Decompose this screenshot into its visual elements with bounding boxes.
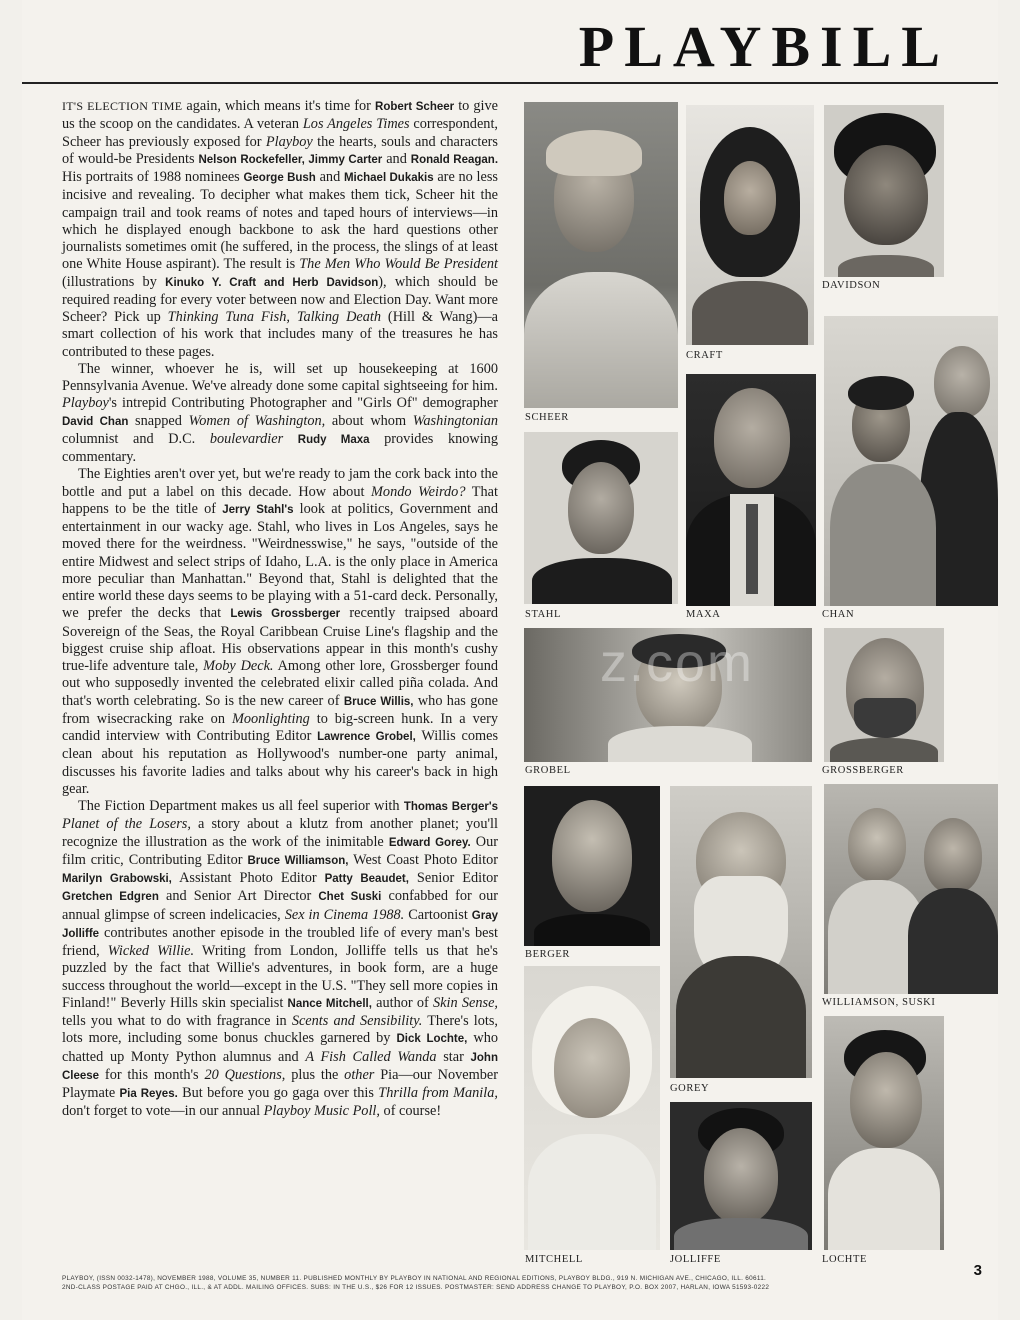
page-number: 3 xyxy=(973,1262,982,1279)
paragraph-3: The Eighties aren't over yet, but we're ready to jam the cork back into the bottle and put a label on this decade. How about Mondo Weirdo? That happens to be the title of Jerry Stahl's look at politics, Government and entertainment in our wacky age. Stahl, who lives in Los Angeles, says he moved there for the weirdness. "Weirdnesswise," he says, "outside of the entire Midwest and select strips of Idaho, L.A. is the only place in America more peculiar than Manhattan." Beyond that, Stahl is delighted that the entire world these days seems to be playing with a 51-card deck. Personally, we prefer the decks that Lewis Grossberger recently traipsed aboard Sovereign of the Seas, the Royal Caribbean Cruise Line's flagship and the biggest cruise ship afloat. His observations appear in this month's cushy true-life adventure tale, Moby Deck. Among other lore, Grossberger found out who supposedly invented the celebrated elixir called piña colada. And that's worth celebrating. So is the new career of Bruce Willis, who has gone from wisecracking rake on Moonlighting to big-screen hunk. In a very candid interview with Contributing Editor Lawrence Grobel, Willis comes clean about his reputation as Hollywood's number-one party animal, discusses his favorite ladies and talks about why his career's back in high gear. xyxy=(62,466,499,797)
photo-grossberger xyxy=(824,628,944,762)
caption-mitchell: MITCHELL xyxy=(525,1254,583,1265)
caption-grossberger: GROSSBERGER xyxy=(822,765,904,776)
photo-berger xyxy=(524,786,660,946)
photo-maxa xyxy=(686,374,816,606)
article-body xyxy=(62,98,498,1121)
caption-maxa: MAXA xyxy=(686,609,721,620)
caption-chan: CHAN xyxy=(822,609,855,620)
footer-line-2: 2ND-CLASS POSTAGE PAID AT CHGO., ILL., & AT ADDL. MAILING OFFICES. SUBS: IN THE U.S., $26 FOR 12 ISSUES. POSTMASTER: SEND ADDRESS CHANGE TO PLAYBOY, P.O. BOX 2007, HARLAN, IOWA 51593-0222 xyxy=(62,1283,770,1291)
photo-stahl xyxy=(524,432,678,604)
photo-chan xyxy=(824,316,998,606)
photo-jolliffe xyxy=(670,1102,812,1250)
masthead-rule xyxy=(22,82,998,84)
caption-stahl: STAHL xyxy=(525,609,561,620)
paragraph-4: The Fiction Department makes us all feel superior with Thomas Berger's Planet of the Losers, a story about a klutz from another planet; you'll recognize the illustration as the work of the inimitable Edward Gorey. Our film critic, Contributing Editor Bruce Williamson, West Coast Photo Editor Marilyn Grabowski, Assistant Photo Editor Patty Beaudet, Senior Editor Gretchen Edgren and Senior Art Director Chet Suski confabbed for our annual glimpse of screen indelicacies, Sex in Cinema 1988. Cartoonist Gray Jolliffe contributes another episode in the troubled life of every man's best friend, Wicked Willie. Writing from London, Jolliffe tells us that he's puzzled by the fact that Willie's adventures, in book form, are a huge success throughout the world—except in the U.S. "They sell more copies in Finland!" Beverly Hills skin specialist Nance Mitchell, author of Skin Sense, tells you what to do with fragrance in Scents and Sensibility. There's lots, lots more, including some bonus chuckles garnered by Dick Lochte, who chatted up Monty Python alumnus and A Fish Called Wanda star John Cleese for this month's 20 Questions, plus the other Pia—our November Playmate Pia Reyes. But before you go gaga over this Thrilla from Manila, don't forget to vote—in our annual Playboy Music Poll, of course! xyxy=(62,798,499,1120)
photo-gorey xyxy=(670,786,812,1078)
photo-williamson-suski xyxy=(824,784,998,994)
photo-craft xyxy=(686,105,814,345)
footer-masthead xyxy=(62,1275,962,1292)
caption-craft: CRAFT xyxy=(686,350,723,361)
caption-jolliffe: JOLLIFFE xyxy=(670,1254,721,1265)
caption-berger: BERGER xyxy=(525,949,571,960)
photo-lochte xyxy=(824,1016,944,1250)
watermark: z.com xyxy=(600,633,755,693)
caption-davidson: DAVIDSON xyxy=(822,280,881,291)
photo-davidson xyxy=(824,105,944,277)
caption-gorey: GOREY xyxy=(670,1083,710,1094)
paragraph-1: IT'S ELECTION TIME again, which means it's time for Robert Scheer to give us the scoop on the candidates. A veteran Los Angeles Times correspondent, Scheer has previously exposed for Playboy the hearts, souls and characters of would-be Presidents Nelson Rockefeller, Jimmy Carter and Ronald Reagan. His portraits of 1988 nominees George Bush and Michael Dukakis are no less incisive and revealing. To decipher what makes them tick, Scheer hit the campaign trail and took reams of notes and taped hours of interviews—in which he displayed enough backbone to ask the hard questions other journalists sometimes omit (he suffered, in the process, the slings of at least one White House aspirant). The result is The Men Who Would Be President (illustrations by Kinuko Y. Craft and Herb Davidson), which should be required reading for every voter between now and Election Day. Want more Scheer? Pick up Thinking Tuna Fish, Talking Death (Hill & Wang)—a smart collection of his work that includes many of the treasures he has contributed to these pages. xyxy=(62,98,499,360)
page-title: PLAYBILL xyxy=(578,14,950,79)
caption-grobel: GROBEL xyxy=(525,765,571,776)
photo-scheer xyxy=(524,102,678,408)
caption-williamson-suski: WILLIAMSON, SUSKI xyxy=(822,997,936,1008)
footer-line-1: PLAYBOY, (ISSN 0032-1478), NOVEMBER 1988, VOLUME 35, NUMBER 11. PUBLISHED MONTHLY BY PLAYBOY IN NATIONAL AND REGIONAL EDITIONS, PLAYBOY BLDG., 919 N. MICHIGAN AVE., CHICAGO, ILL. 60611. xyxy=(62,1275,767,1282)
paragraph-2: The winner, whoever he is, will set up housekeeping at 1600 Pennsylvania Avenue. We've already done some capital sightseeing for him. Playboy's intrepid Contributing Photographer and "Girls Of" demographer David Chan snapped Women of Washington, about whom Washingtonian columnist and D.C. boulevardier Rudy Maxa provides knowing commentary. xyxy=(62,360,499,465)
caption-lochte: LOCHTE xyxy=(822,1254,868,1265)
caption-scheer: SCHEER xyxy=(525,412,569,423)
photo-mitchell xyxy=(524,966,660,1250)
